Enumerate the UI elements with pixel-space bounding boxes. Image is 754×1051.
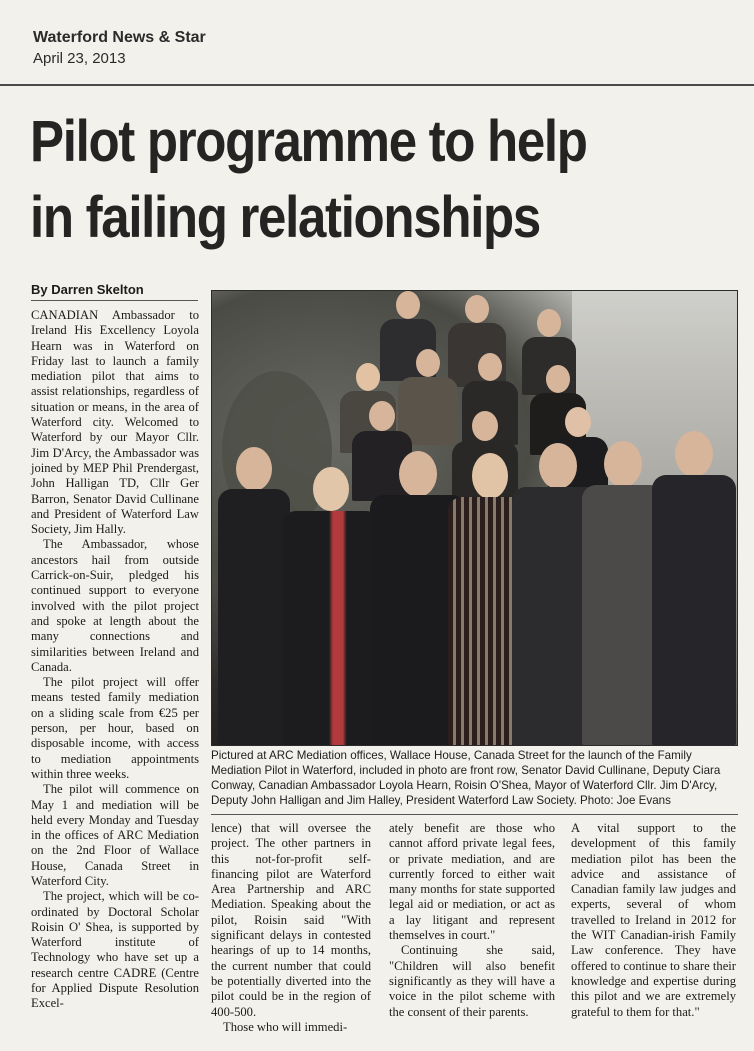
photo-person bbox=[282, 467, 380, 745]
byline: By Darren Skelton bbox=[31, 282, 144, 297]
paragraph: The pilot project will offer means tested family mediation on a sliding scale from €25 per person, per hour, based on disposable income, with access to mediation appointments within three weeks. bbox=[31, 675, 199, 781]
paragraph: The project, which will be co-ordinated by Doctoral Scholar Roisin O' Shea, is supported by Waterford institute of Technology who have set up a research centre CADRE (Centre for Applied Dispute Resolution Excel- bbox=[31, 889, 199, 1011]
photo-caption: Pictured at ARC Mediation offices, Wallace House, Canada Street for the launch of the Family Mediation Pilot in Waterford, included in photo are front row, Senator David Cullinane, Deputy Ciara Conway, Canadian Ambassador Loyola Hearn, Roisin O'Shea, Mayor of Waterford Cllr. Jim D'Arcy, Deputy John Halligan and Jim Halley, President Waterford Law Society. Photo: Joe Evans bbox=[211, 749, 721, 807]
headline-line-1: Pilot programme to help bbox=[30, 109, 587, 174]
paragraph: Continuing she said, "Children will also benefit significantly as they will have a voice in the pilot scheme with the consent of their parents. bbox=[389, 943, 555, 1019]
caption-rule bbox=[211, 814, 738, 815]
photo-person bbox=[218, 447, 290, 745]
masthead bbox=[33, 29, 206, 67]
group-photo bbox=[211, 290, 738, 746]
paragraph: CANADIAN Ambassador to Ireland His Excellency Loyola Hearn was in Waterford on Friday last to launch a family mediation pilot that aims to assist relationships, regardless of situation or means, in the area of Waterford city. Welcomed to Waterford by our Mayor Cllr. Jim D'Arcy, the Ambassador was joined by MEP Phil Prendergast, John Halligan TD, Cllr Ger Barron, Senator David Cullinane and President of Waterford Law Society, Jim Hally. bbox=[31, 308, 199, 537]
top-rule bbox=[0, 84, 754, 86]
publication-date: April 23, 2013 bbox=[33, 50, 126, 67]
publication-name: Waterford News & Star bbox=[33, 29, 206, 46]
article-column-1 bbox=[31, 308, 199, 1040]
article-column-2 bbox=[211, 821, 371, 1046]
headline-line-2: in failing relationships bbox=[30, 185, 540, 250]
paragraph: The pilot will commence on May 1 and mediation will be held every Monday and Tuesday in the offices of ARC Mediation on the 2nd Floor of Wallace House, Canada Street in Waterford City. bbox=[31, 782, 199, 888]
paragraph: The Ambassador, whose ancestors hail from outside Carrick-on-Suir, pledged his continued support to everyone involved with the pilot project and spoke at length about the many connections and similarities between Ireland and Canada. bbox=[31, 537, 199, 674]
headline bbox=[30, 104, 646, 256]
photo-person bbox=[652, 431, 736, 745]
paragraph: A vital support to the development of this family mediation pilot has been the advice and assistance of Canadian family law judges and experts, several of whom travelled to Ireland in 2012 for the WIT Canadian-irish Family Law conference. They have offered to continue to share their knowledge and expertise during this pilot and we are extremely grateful to them for that." bbox=[571, 821, 736, 1019]
article-column-3 bbox=[389, 821, 555, 1046]
paragraph: lence) that will oversee the project. The other partners in this not-for-profit self-financing pilot are Waterford Area Partnership and ARC Mediation. Speaking about the pilot, Roisin said "With significant delays in contested hearings of up to 14 months, the current number that could be potentially diverted into the pilot could be in the region of 400-500. bbox=[211, 821, 371, 1019]
paragraph: Those who will immedi- bbox=[223, 1019, 348, 1034]
paragraph: ately benefit are those who cannot afford private legal fees, or private mediation, and are currently forced to either wait many months for state supported legal aid or mediation, or act as a lay litigant and represent themselves in court." bbox=[389, 821, 555, 943]
byline-rule bbox=[31, 300, 198, 301]
article-column-4 bbox=[571, 821, 736, 1046]
